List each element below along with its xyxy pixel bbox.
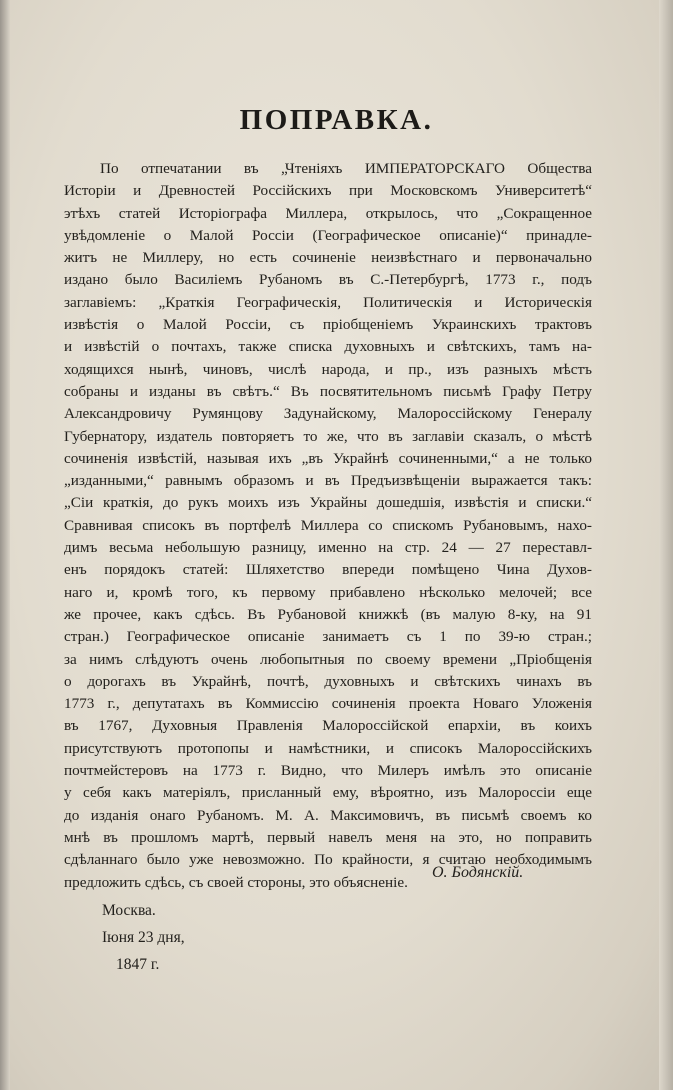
text-line: увѣдомленіе о Малой Россіи (Географическое описаніе)“ принадле- — [64, 226, 592, 244]
text-line: Губернатору, издатель повторяетъ то же, что въ заглавіи сказалъ, о мѣстѣ — [64, 427, 592, 445]
text-line: въ 1767, Духовныя Правленія Малороссійской епархіи, въ коихъ — [64, 717, 592, 735]
text-line: наго и, кромѣ того, къ первому прибавлено нѣсколько мелочей; все — [64, 583, 592, 601]
text-line: ходящихся нынѣ, чиновъ, числѣ народа, и пр., изъ разныхъ мѣстъ — [64, 360, 592, 378]
text-line: житъ не Миллеру, но есть сочиненіе неизвѣстнаго и первоначально — [64, 249, 592, 267]
text-line: 1773 г., депутатахъ въ Коммиссію сочиненія проекта Новаго Уложенія — [64, 695, 592, 713]
text-line: сдѣланнаго было уже невозможно. По крайности, я считаю необходимымъ — [64, 851, 592, 869]
date-line: Іюня 23 дня, — [102, 929, 185, 946]
text-line: извѣстія о Малой Россіи, съ пріобщеніемъ Украинскихъ трактовъ — [64, 316, 592, 334]
text-line: сочиненія извѣстій, называя ихъ „въ Украйнѣ сочиненными,“ а не только — [64, 449, 592, 467]
text-line: Исторіи и Древностей Россійскихъ при Московскомъ Университетѣ“ — [64, 182, 592, 200]
page-title: ПОПРАВКА. — [239, 104, 434, 136]
text-line: у себя какъ матеріялъ, присланный ему, вѣроятно, изъ Малороссіи еще — [64, 784, 592, 802]
text-line: присутствуютъ протопопы и намѣстники, и списокъ Малороссійскихъ — [64, 739, 592, 757]
text-line: этѣхъ статей Исторіографа Миллера, открылось, что „Сокращенное — [64, 204, 592, 222]
text-line: за нимъ слѣдуютъ очень любопытныя по своему времени „Пріобщенія — [64, 650, 592, 668]
text-line: издано было Василіемъ Рубаномъ въ С.-Петербургѣ, 1773 г., подъ — [64, 271, 592, 289]
article-body — [64, 158, 592, 894]
text-line: почтмейстеровъ на 1773 г. Видно, что Милеръ имѣлъ это описаніе — [64, 762, 592, 780]
text-line: Александровичу Румянцову Задунайскому, Малороссійскому Генералу — [64, 405, 592, 423]
text-line: енъ порядокъ статей: Шляхетство впереди помѣщено Чина Духов- — [64, 561, 592, 579]
text-line: о дорогахъ въ Украйнѣ, почтѣ, духовныхъ и свѣтскихъ чинахъ въ — [64, 672, 592, 690]
text-line: стран.) Географическое описаніе занимаетъ съ 1 по 39-ю стран.; — [64, 628, 592, 646]
text-line: до изданія онаго Рубаномъ. М. А. Максимовичъ, въ письмѣ своемъ ко — [64, 806, 592, 824]
text-line: предложить сдѣсь, съ своей стороны, это объясненіе. — [64, 873, 408, 891]
text-line: По отпечатании въ „Чтеніяхъ ИМПЕРАТОРСКАГО Общества — [100, 160, 592, 177]
page-right-edge — [659, 0, 673, 1090]
text-line: „Сіи краткія, до рукъ моихъ изъ Украйны дошедшія, извѣстія и списки.“ — [64, 494, 592, 512]
year-line: 1847 г. — [116, 956, 160, 973]
text-line: и извѣстій о почтахъ, также списка духовныхъ и свѣтскихъ, тамъ на- — [64, 338, 592, 356]
text-line: заглавіемъ: „Краткія Географическія, Политическія и Историческія — [64, 293, 592, 311]
page-left-edge — [0, 0, 10, 1090]
text-line: собраны и изданы въ свѣтъ.“ Въ посвятительномъ письмѣ Графу Петру — [64, 382, 592, 400]
author-signature: О. Бодянскій. — [432, 864, 524, 881]
text-line: „изданными,“ равнымъ образомъ и въ Предъизвѣщеніи выражается такъ: — [64, 472, 592, 490]
place-of-writing: Москва. — [102, 902, 156, 919]
text-line: мнѣ въ прошломъ мартѣ, первый навелъ меня на это, но поправить — [64, 828, 592, 846]
text-line: же прочее, какъ сдѣсь. Въ Рубановой книжкѣ (въ малую 8-ку, на 91 — [64, 605, 592, 623]
text-line: Сравнивая списокъ въ портфелѣ Миллера со спискомъ Рубановымъ, нахо- — [64, 516, 592, 534]
text-line: димъ весьма небольшую разницу, именно на стр. 24 — 27 переставл- — [64, 539, 592, 557]
